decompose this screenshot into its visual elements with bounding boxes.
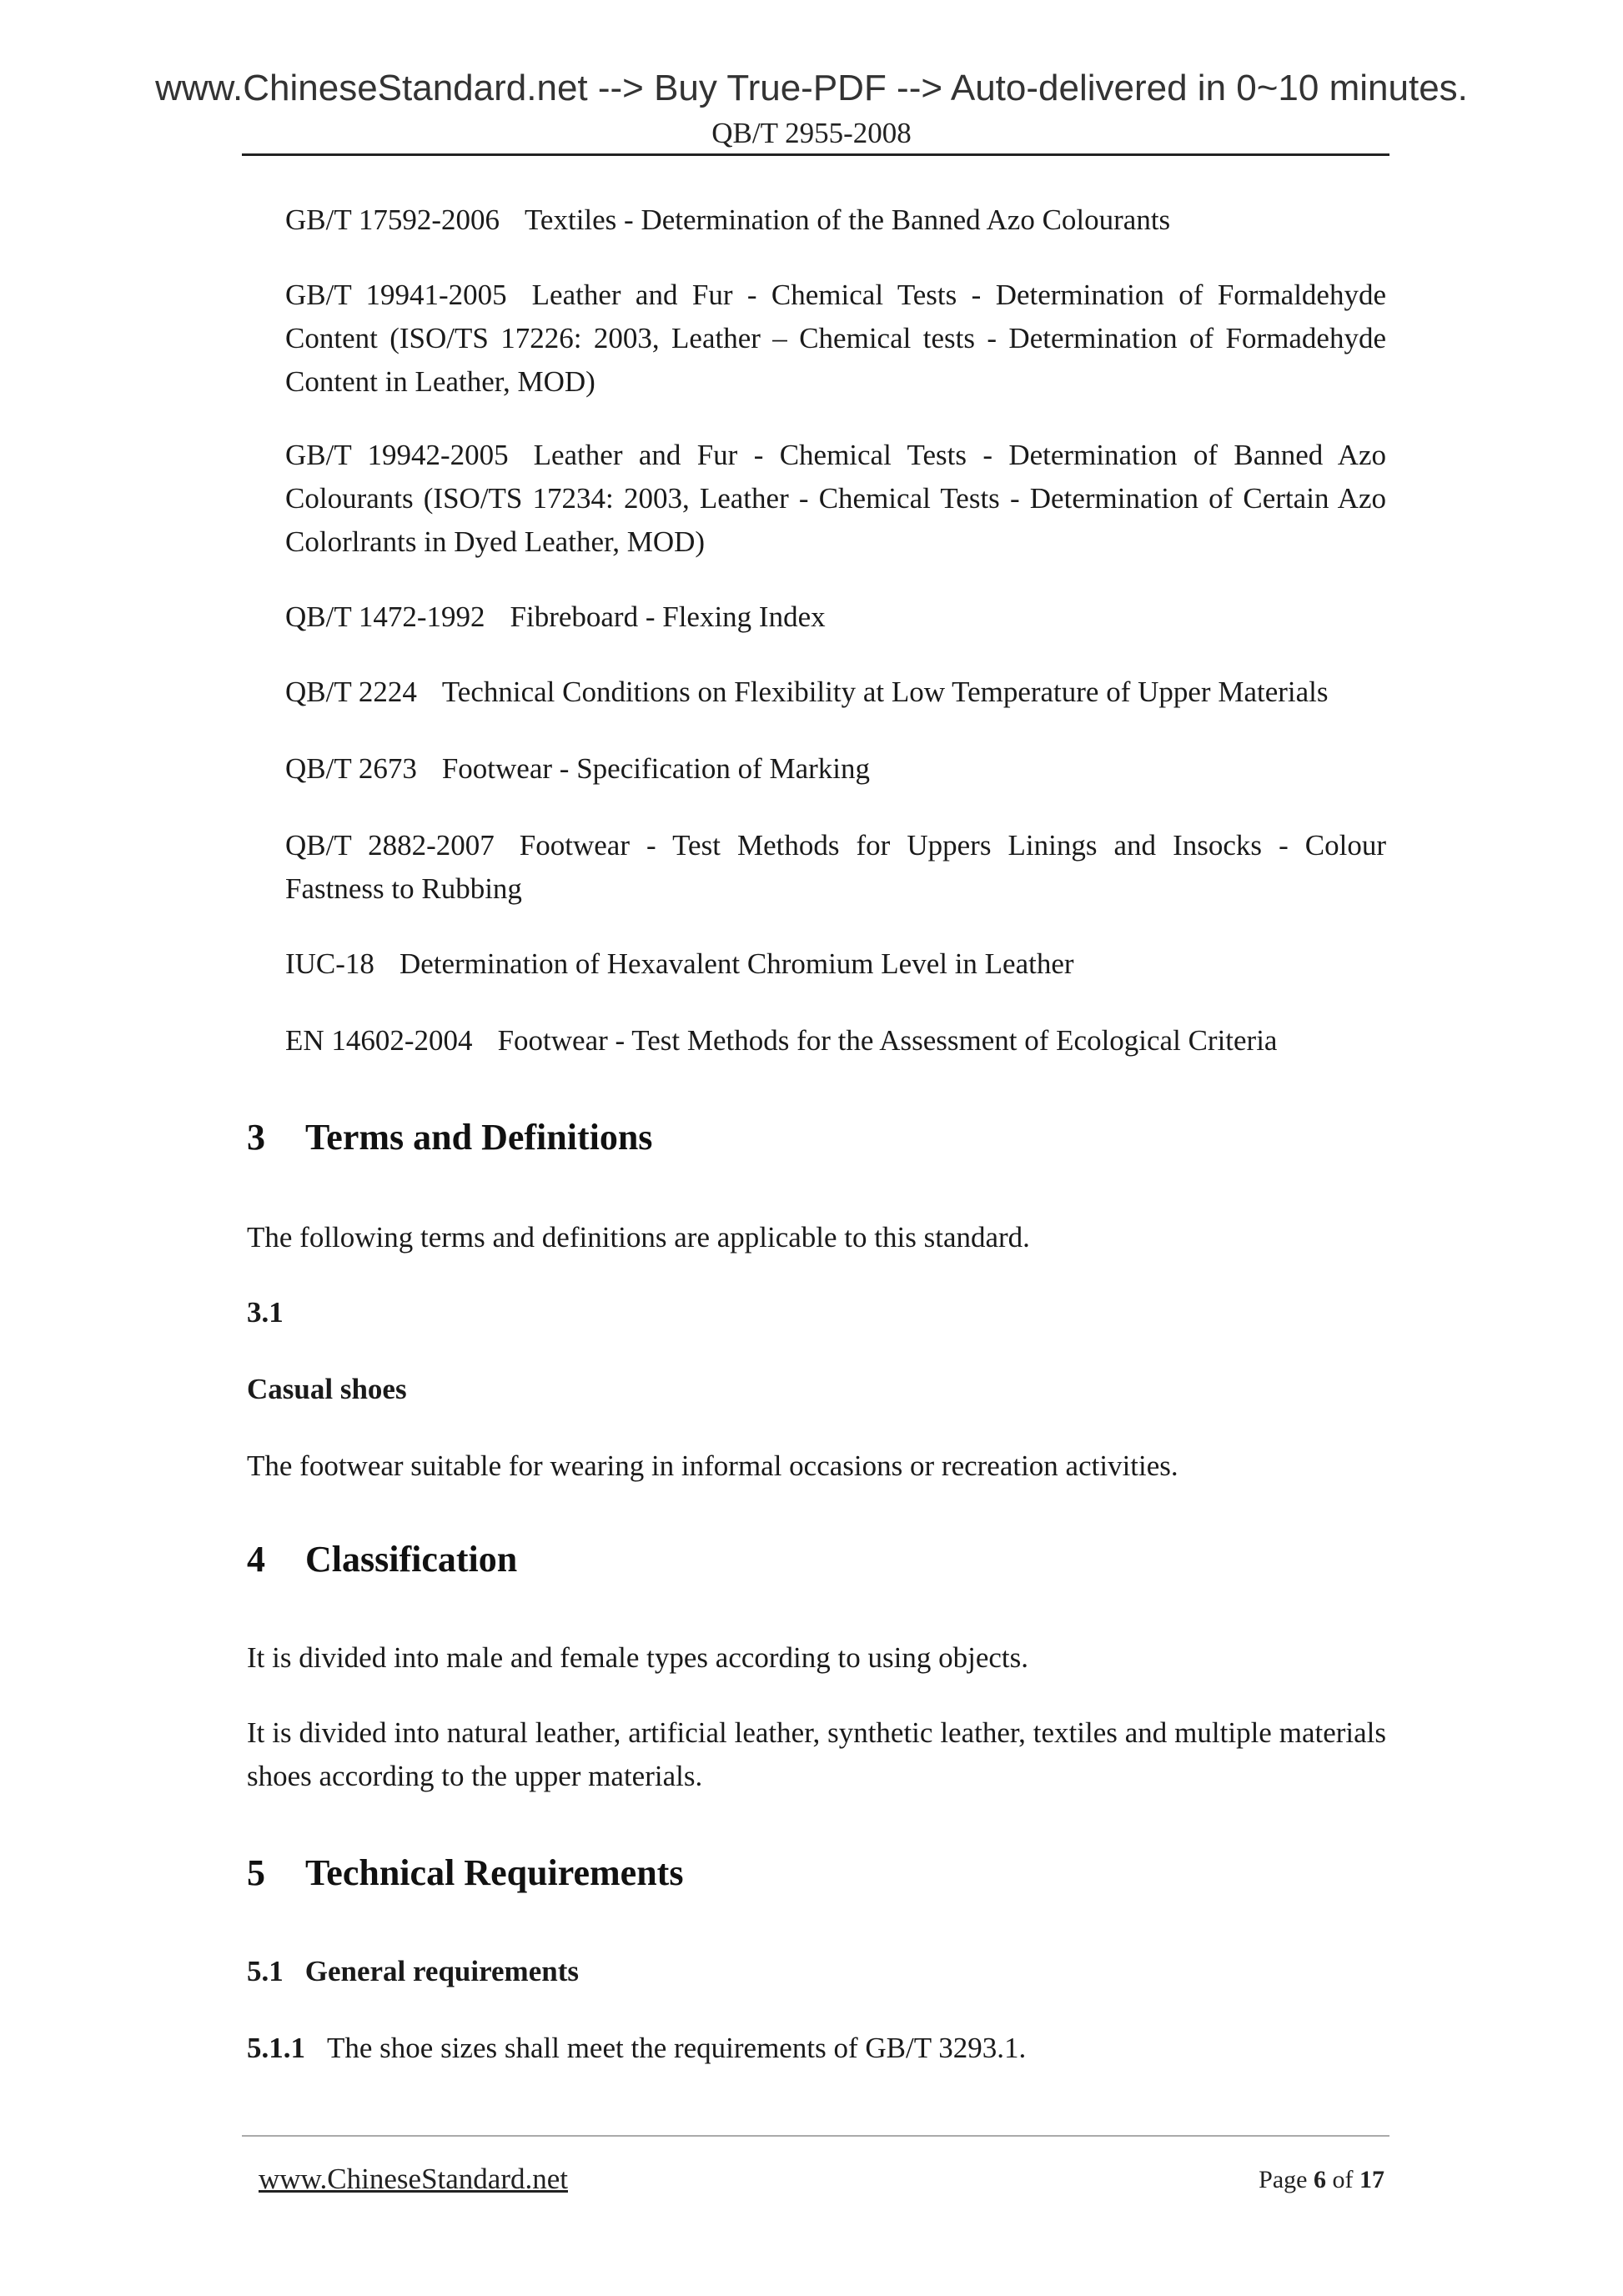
reference-code: IUC-18 bbox=[285, 947, 374, 980]
section-number: 4 bbox=[247, 1539, 265, 1580]
term-number: 3.1 bbox=[247, 1296, 284, 1329]
section-title: Terms and Definitions bbox=[305, 1117, 653, 1158]
reference-title: Footwear - Test Methods for the Assessment of Ecological Criteria bbox=[497, 1024, 1278, 1057]
reference-title: Footwear - Specification of Marking bbox=[441, 752, 871, 785]
reference-title: Textiles - Determination of the Banned Azo Colourants bbox=[525, 203, 1171, 236]
section-number: 3 bbox=[247, 1117, 265, 1158]
reference-code: QB/T 2224 bbox=[285, 676, 417, 708]
reference-item bbox=[285, 824, 1386, 911]
reference-title: Leather and Fur - Chemical Tests - Determination of Formaldehyde Content (ISO/TS 17226: 2003, Leather – Chemical tests - Determination of Formadehyde Content in Leather, MOD) bbox=[285, 279, 1386, 398]
reference-item bbox=[285, 198, 1386, 242]
reference-item bbox=[285, 671, 1386, 714]
page-total: 17 bbox=[1359, 2166, 1384, 2193]
subsection-title: General requirements bbox=[304, 1955, 579, 1987]
reference-item bbox=[285, 595, 1386, 639]
reference-title: Leather and Fur - Chemical Tests - Determination of Banned Azo Colourants (ISO/TS 17234: 2003, Leather - Chemical Tests - Determination of Certain Azo Colorlrants in Dyed Leather, MOD) bbox=[285, 439, 1387, 558]
reference-item bbox=[285, 1019, 1386, 1063]
reference-title: Fibreboard - Flexing Index bbox=[510, 600, 826, 633]
reference-code: QB/T 2882-2007 bbox=[285, 829, 495, 862]
section-title: Classification bbox=[305, 1539, 518, 1580]
reference-code: QB/T 2673 bbox=[285, 752, 417, 785]
page-current: 6 bbox=[1314, 2166, 1326, 2193]
section-heading-5 bbox=[247, 1850, 683, 1897]
reference-title: Footwear - Test Methods for Uppers Linings and Insocks - Colour Fastness to Rubbing bbox=[285, 829, 1386, 905]
page-of-label: of bbox=[1332, 2166, 1354, 2193]
reference-title: Determination of Hexavalent Chromium Level in Leather bbox=[399, 947, 1074, 980]
header-divider bbox=[242, 153, 1389, 156]
reference-item bbox=[285, 942, 1386, 986]
section-number: 5 bbox=[247, 1852, 265, 1893]
term-name: Casual shoes bbox=[247, 1373, 407, 1405]
section-heading-3 bbox=[247, 1114, 652, 1161]
section-heading-4 bbox=[247, 1536, 517, 1583]
footer-site-link[interactable]: www.ChineseStandard.net bbox=[259, 2163, 568, 2195]
clause-number: 5.1.1 bbox=[247, 2032, 305, 2064]
term-definition: The footwear suitable for wearing in informal occasions or recreation activities. bbox=[247, 1449, 1178, 1482]
reference-code: EN 14602-2004 bbox=[285, 1024, 473, 1057]
footer-divider bbox=[242, 2135, 1389, 2137]
reference-title: Technical Conditions on Flexibility at Low Temperature of Upper Materials bbox=[441, 676, 1329, 708]
page-indicator bbox=[1259, 2163, 1384, 2197]
top-banner[interactable]: www.ChineseStandard.net --> Buy True-PDF --> Auto-delivered in 0~10 minutes. bbox=[155, 68, 1468, 108]
subsection-heading bbox=[247, 1950, 1386, 1993]
reference-code: QB/T 1472-1992 bbox=[285, 600, 485, 633]
reference-item bbox=[285, 274, 1386, 404]
reference-item bbox=[285, 747, 1386, 791]
subsection-number: 5.1 bbox=[247, 1955, 284, 1987]
page-label: Page bbox=[1259, 2166, 1308, 2193]
reference-item bbox=[285, 434, 1386, 564]
paragraph: It is divided into natural leather, artificial leather, synthetic leather, textiles and multiple materials shoes according to the upper materials. bbox=[247, 1716, 1386, 1792]
reference-code: GB/T 17592-2006 bbox=[285, 203, 500, 236]
document-code: QB/T 2955-2008 bbox=[711, 117, 912, 149]
reference-code: GB/T 19941-2005 bbox=[285, 279, 507, 311]
section-title: Technical Requirements bbox=[305, 1852, 684, 1893]
section-intro: The following terms and definitions are applicable to this standard. bbox=[247, 1221, 1030, 1254]
clause-text: The shoe sizes shall meet the requirements of GB/T 3293.1. bbox=[327, 2032, 1027, 2064]
clause bbox=[247, 2027, 1386, 2070]
reference-code: GB/T 19942-2005 bbox=[285, 439, 509, 471]
paragraph: It is divided into male and female types according to using objects. bbox=[247, 1641, 1028, 1674]
